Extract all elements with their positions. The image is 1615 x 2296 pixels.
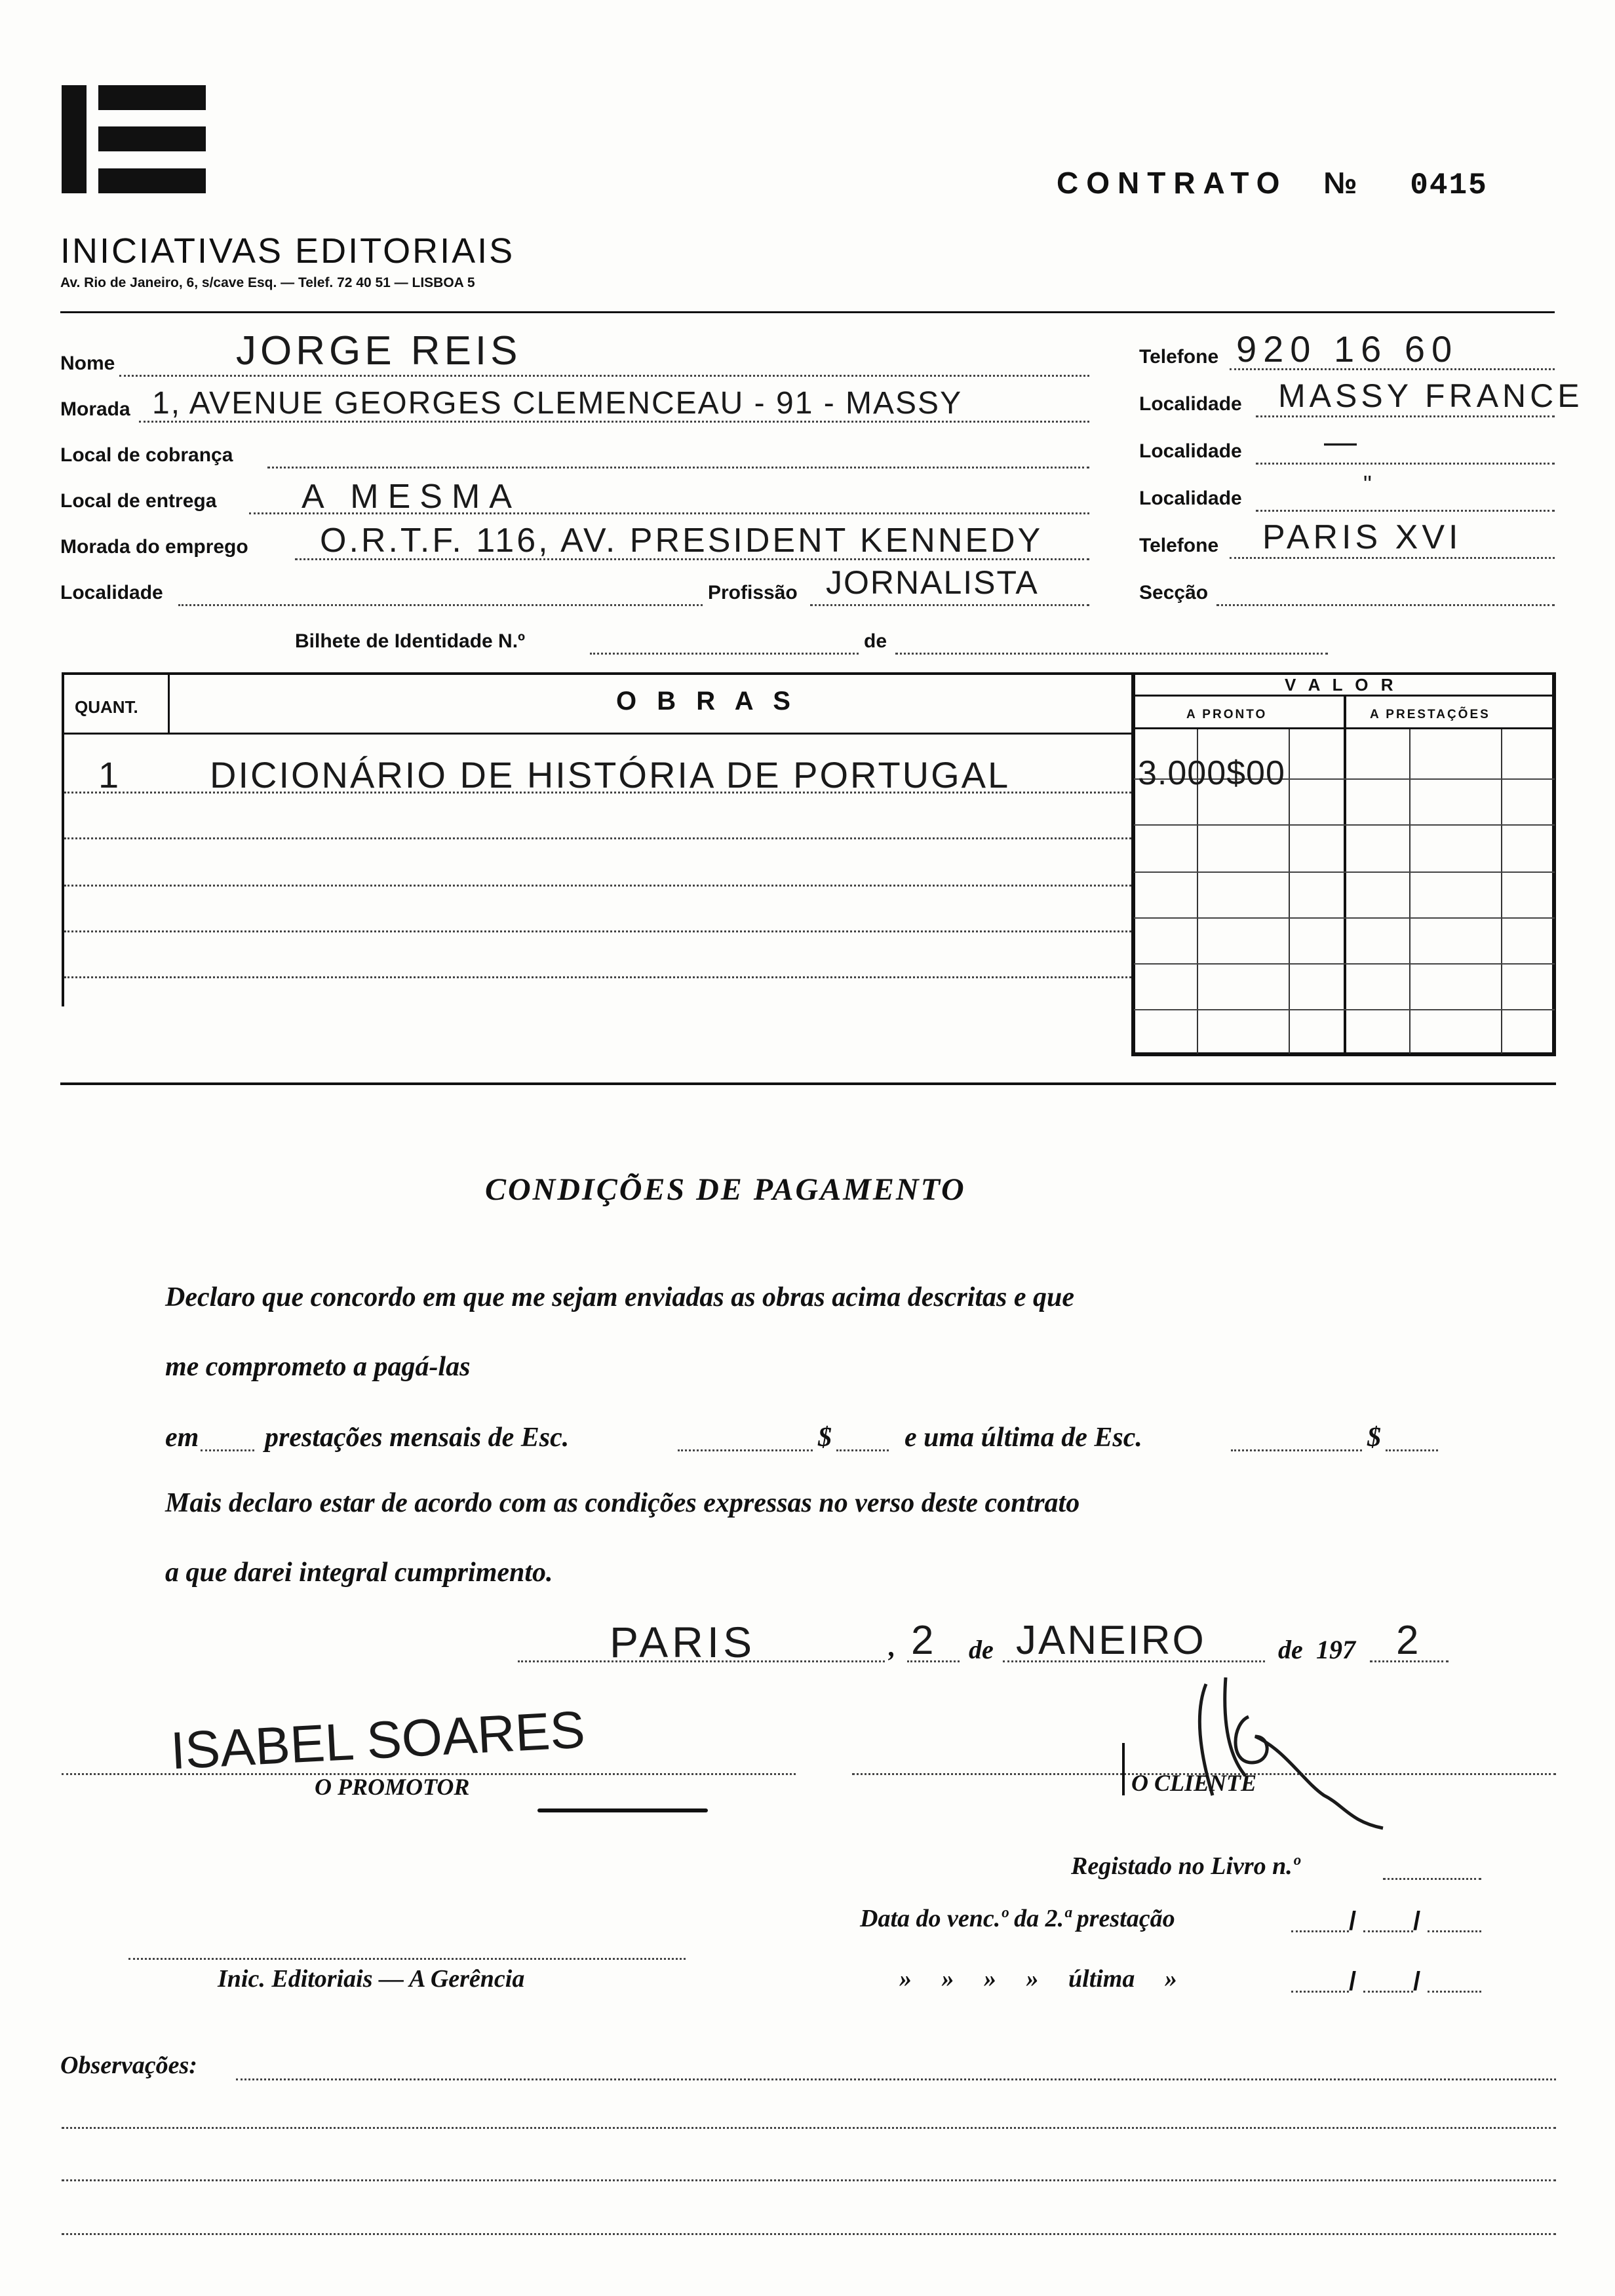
localidade-right-value-3: " [1363, 470, 1376, 497]
company-name: INICIATIVAS EDITORIAIS [60, 231, 515, 271]
promotor-label: O PROMOTOR [315, 1774, 470, 1800]
localidade-label: Localidade [60, 582, 163, 603]
payment-line-1: Declaro que concordo em que me sejam enviadas as obras acima descritas e que [165, 1282, 1075, 1312]
ultima-label: » » » » última » [899, 1965, 1177, 1993]
date-year-prefix: 197 [1316, 1635, 1355, 1664]
date-de-1: de [969, 1635, 994, 1664]
nome-value: JORGE REIS [236, 328, 522, 373]
localidade-right-label-3: Localidade [1139, 488, 1242, 509]
quant-header: QUANT. [75, 697, 138, 717]
payment-line-2: me comprometo a pagá-las [165, 1352, 471, 1382]
cliente-label: O CLIENTE [1131, 1770, 1257, 1796]
payment-line-3d: e uma última de Esc. [905, 1423, 1142, 1453]
profissao-value: JORNALISTA [826, 564, 1039, 601]
gerencia-label: Inic. Editoriais — A Gerência [218, 1965, 525, 1993]
prestacoes-header: A PRESTAÇÕES [1370, 708, 1490, 721]
date-year-suffix: 2 [1396, 1618, 1423, 1663]
localidade-right-value-2: — [1324, 423, 1361, 460]
date-month: JANEIRO [1016, 1618, 1206, 1663]
seccao-label: Secção [1139, 582, 1209, 603]
bilhete-label: Bilhete de Identidade N.º [295, 630, 526, 652]
works-table [0, 0, 1615, 1114]
valor-header: V A L O R [1285, 675, 1397, 695]
emprego-value: O.R.T.F. 116, AV. PRESIDENT KENNEDY [320, 522, 1043, 560]
observacoes-line [62, 2179, 1556, 2181]
profissao-label: Profissão [708, 582, 798, 603]
row-pronto: 3.000$00 [1138, 754, 1285, 792]
cobranca-label: Local de cobrança [60, 444, 233, 466]
morada-value: 1, AVENUE GEORGES CLEMENCEAU - 91 - MASSY [152, 386, 963, 421]
localidade-right-value-1: MASSY FRANCE [1278, 377, 1584, 414]
data-venc-slash-1: / [1349, 1907, 1357, 1936]
promotor-signature: ISABEL SOARES [169, 1700, 587, 1780]
observacoes-line [62, 2127, 1556, 2129]
row-quant: 1 [98, 754, 123, 795]
nome-label: Nome [60, 353, 115, 374]
payment-line-5: a que darei integral cumprimento. [165, 1558, 553, 1588]
observacoes-label: Observações: [60, 2052, 197, 2079]
date-de-2: de [1278, 1635, 1303, 1664]
entrega-value: A MESMA [302, 478, 521, 516]
telefone-label: Telefone [1139, 346, 1219, 368]
date-place: PARIS [610, 1618, 756, 1666]
telefone-value: 920 16 60 [1236, 328, 1459, 370]
payment-line-3e: $ [1367, 1423, 1381, 1453]
date-day: 2 [911, 1618, 938, 1663]
morada-label: Morada [60, 398, 130, 420]
registado-label: Registado no Livro n.º [1071, 1852, 1300, 1880]
payment-line-4: Mais declaro estar de acordo com as condições expressas no verso deste contrato [165, 1488, 1080, 1518]
ultima-slash-2: / [1413, 1967, 1421, 1996]
client-signature [1114, 1664, 1442, 1861]
obras-header: O B R A S [616, 687, 797, 716]
row-obra: DICIONÁRIO DE HISTÓRIA DE PORTUGAL [210, 754, 1011, 795]
observacoes-line [62, 2233, 1556, 2235]
localidade-right-label-1: Localidade [1139, 393, 1242, 415]
bilhete-de-label: de [864, 630, 887, 652]
promotor-underline [537, 1808, 708, 1812]
ultima-slash-1: / [1349, 1967, 1357, 1996]
table-divider [60, 1082, 1556, 1085]
contract-number: 0415 [1410, 168, 1488, 202]
data-venc-label: Data do venc.º da 2.ª prestação [860, 1905, 1175, 1932]
payment-line-3a: em [165, 1423, 199, 1453]
payment-line-3c: $ [818, 1423, 832, 1453]
entrega-label: Local de entrega [60, 490, 217, 512]
localidade-right-label-2: Localidade [1139, 440, 1242, 462]
payment-title: CONDIÇÕES DE PAGAMENTO [485, 1172, 966, 1207]
pronto-header: A PRONTO [1186, 708, 1268, 721]
telefone2-value: PARIS XVI [1262, 518, 1462, 556]
data-venc-slash-2: / [1413, 1907, 1421, 1936]
contract-title: CONTRATO № 0415 [1057, 166, 1488, 202]
telefone2-label: Telefone [1139, 535, 1219, 556]
company-address: Av. Rio de Janeiro, 6, s/cave Esq. — Telef. 72 40 51 — LISBOA 5 [60, 275, 475, 290]
emprego-label: Morada do emprego [60, 536, 248, 558]
payment-line-3b: prestações mensais de Esc. [265, 1423, 570, 1453]
